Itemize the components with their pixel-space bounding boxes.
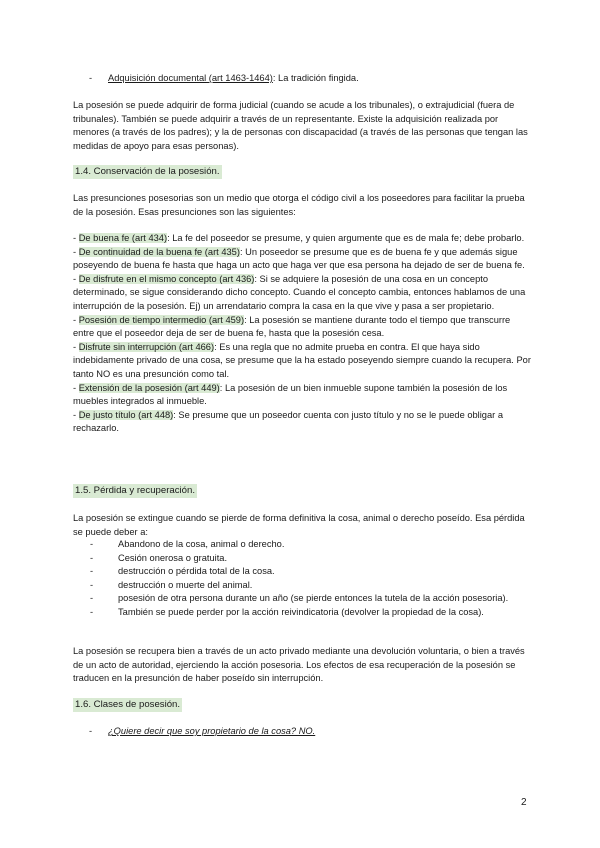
perdida-item: - Cesión onerosa o gratuita. [90, 552, 228, 563]
presuncion-item: - Extensión de la posesión (art 449): La posesión de un bien inmueble supone también la posesión de los muebles integrados al inmueble. [73, 382, 508, 407]
perdida-list [90, 538, 518, 620]
presuncion-text: : La posesión de un bien inmueble supone también la posesión de los muebles integrados al inmueble. [73, 382, 508, 407]
paragraph-extingue: La posesión se extingue cuando se pierde de forma definitiva la cosa, animal o derecho poseído. Esa pérdida se puede deber a: [73, 513, 525, 537]
presuncion-label: De disfrute en el mismo concepto (art 436) [78, 273, 255, 284]
adquisicion-documental-label: Adquisición documental (art 1463-1464) [108, 73, 273, 83]
presuncion-text: : Es una regla que no admite prueba en contra. El que haya sido indebidamente privado de una cosa, se presume que la ha estado poseyendo siempre cuando la recupera. Por tanto NO es una presunción como tal. [73, 341, 531, 379]
heading-perdida: 1.5. Pérdida y recuperación. [75, 485, 195, 496]
question-item [108, 725, 315, 739]
presuncion-item: - De continuidad de la buena fe (art 435): Un poseedor se presume que es de buena fe y que además sigue poseyendo de buena fe hasta que haga un acto que haga ver que esa persona ha dejado de ser de buena fe. [73, 246, 525, 271]
paragraph-adquisicion: La posesión se puede adquirir de forma judicial (cuando se acude a los tribunales), o extrajudicial (fuera de tribunales). También se puede adquirir a través de un representante. Existe la adquisición realizada por menores (a través de los padres); y la de personas con discapacidad (a través de las personas que tengan las medidas de apoyo para esas personas). [73, 100, 528, 151]
perdida-item: - destrucción o pérdida total de la cosa. [90, 566, 275, 577]
presuncion-text: : Si se adquiere la posesión de una cosa en un concepto determinado, se sigue considerando dicho concepto. Cuando el concepto cambia, entonces hablamos de una interrupción de la posesión. Ej) un arrendatario compra la casa en la que vive y pasa a ser propietario. [73, 273, 526, 311]
presunciones-list [73, 232, 533, 436]
presuncion-item: - Posesión de tiempo intermedio (art 459): La posesión se mantiene durante todo el tiempo que transcurre entre que el poseedor deja de ser de buena fe, hasta que la posesión cesa. [73, 314, 511, 339]
page-number: 2 [521, 797, 527, 808]
perdida-item: - destrucción o muerte del animal. [90, 579, 253, 590]
presuncion-text: : La posesión se mantiene durante todo el tiempo que transcurre entre que el poseedor deja de ser de buena fe, hasta que la posesión cesa. [73, 314, 511, 339]
perdida-item: - También se puede perder por la acción reivindicatoria (devolver la propiedad de la cosa). [90, 606, 484, 617]
adquisicion-documental-text: : La tradición fingida. [272, 73, 359, 83]
heading-conservacion: 1.4. Conservación de la posesión. [75, 166, 220, 177]
list-marker: - [89, 73, 93, 83]
presuncion-label: Disfrute sin interrupción (art 466) [78, 341, 215, 352]
presuncion-item: - De justo título (art 448): Se presume que un poseedor cuenta con justo título y no se le puede obligar a rechazarlo. [73, 409, 503, 434]
perdida-item: - posesión de otra persona durante un año (se pierde entonces la tutela de la acción posesoria). [90, 593, 509, 604]
presuncion-item: - De buena fe (art 434): La fe del poseedor se presume, y quien argumente que es de mala fe; debe probarlo. [73, 233, 525, 243]
presuncion-label: De buena fe (art 434) [78, 233, 168, 243]
list-marker: - [89, 726, 93, 736]
presuncion-item: - Disfrute sin interrupción (art 466): Es una regla que no admite prueba en contra. El que haya sido indebidamente privado de una cosa, se presume que la ha estado poseyendo siempre cuando la recupera. Por tanto NO es una presunción como tal. [73, 341, 531, 379]
presuncion-item: - De disfrute en el mismo concepto (art 436): Si se adquiere la posesión de una cosa en un concepto determinado, se sigue considerando dicho concepto. Cuando el concepto cambia, entonces hablamos de una interrupción de la posesión. Ej) un arrendatario compra la casa en la que vive y pasa a ser propietario. [73, 273, 526, 311]
presuncion-label: De justo título (art 448) [78, 409, 174, 420]
presuncion-label: Extensión de la posesión (art 449) [78, 382, 220, 393]
top-list-item [108, 72, 359, 86]
presuncion-text: : Se presume que un poseedor cuenta con justo título y no se le puede obligar a rechazarlo. [73, 409, 503, 434]
presuncion-text: : Un poseedor se presume que es de buena fe y que además sigue poseyendo de buena fe hasta que haga un acto que haga ver que esa persona ha dejado de ser de buena fe. [73, 246, 525, 271]
question-text: ¿Quiere decir que soy propietario de la cosa? NO. [108, 726, 316, 736]
perdida-item: - Abandono de la cosa, animal o derecho. [90, 539, 285, 549]
paragraph-recupera: La posesión se recupera bien a través de un acto privado mediante una devolución voluntaria, o bien a través de un acto de autoridad, ejerciendo la acción posesoria. Los efectos de esa recuperación de la posesión se traducen en la presunción de haber poseído sin interrupción. [73, 646, 525, 684]
presuncion-label: De continuidad de la buena fe (art 435) [78, 246, 240, 257]
heading-clases: 1.6. Clases de posesión. [75, 699, 181, 710]
presuncion-text: : La fe del poseedor se presume, y quien argumente que es de mala fe; debe probarlo. [167, 233, 525, 243]
paragraph-presunciones: Las presunciones posesorias son un medio que otorga el código civil a los poseedores para facilitar la prueba de la posesión. Esas presunciones son las siguientes: [73, 193, 525, 217]
presuncion-label: Posesión de tiempo intermedio (art 459) [78, 314, 245, 325]
